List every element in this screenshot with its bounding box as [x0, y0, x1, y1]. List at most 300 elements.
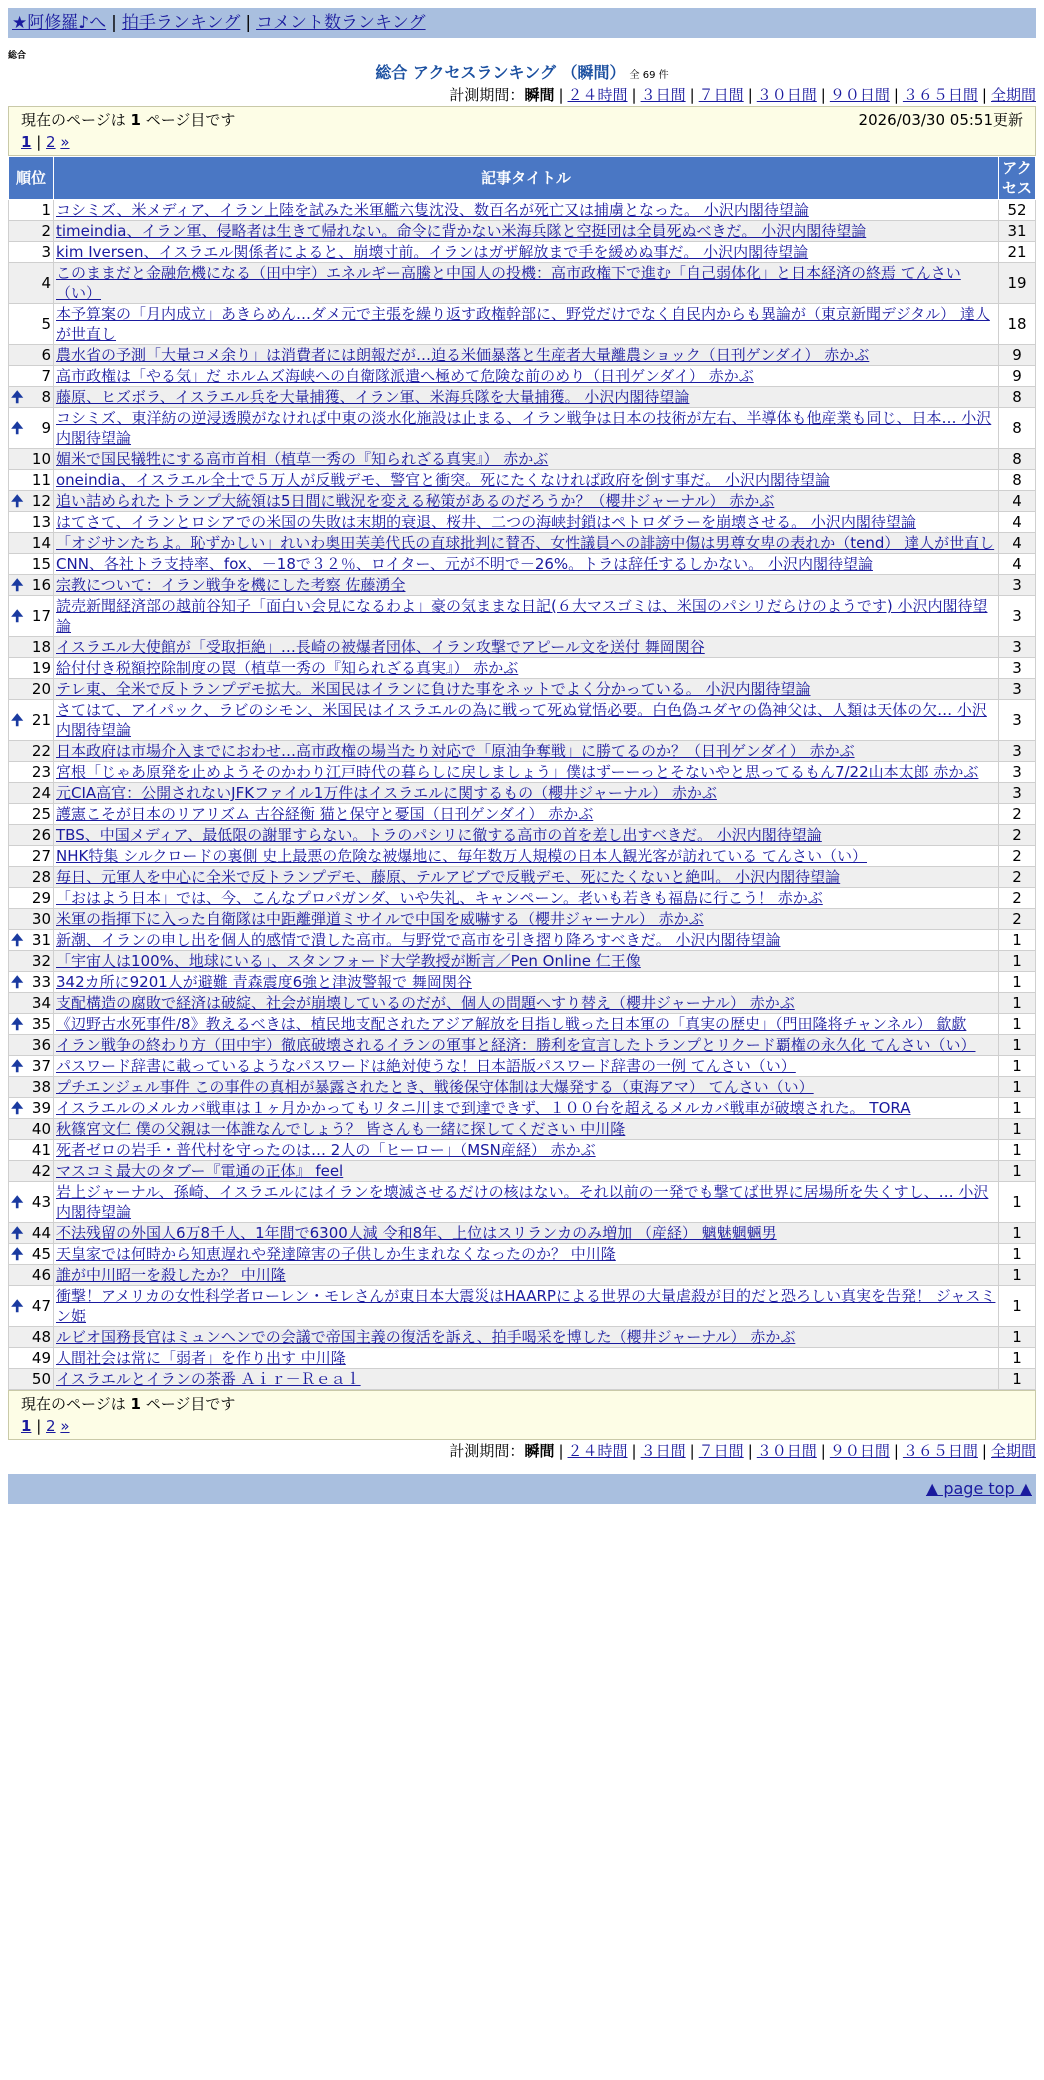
rank-cell — [9, 575, 54, 596]
title-cell — [54, 972, 999, 993]
rank-cell — [9, 200, 54, 221]
rank-number: 35 — [31, 1015, 51, 1033]
rank-number: 28 — [31, 868, 51, 886]
period-label: 計測期間： — [449, 1442, 525, 1460]
rank-number: 29 — [31, 889, 51, 907]
table-row — [9, 1286, 1036, 1327]
table-row — [9, 1182, 1036, 1223]
rank-number: 10 — [31, 450, 51, 468]
article-title-link[interactable]: 読売新聞経済部の越前谷知子「面白い会見になるわよ」豪の気ままな日記(６大マスゴミは、米国のパシリだらけのようです) 小沢内閣待望論 — [56, 597, 988, 635]
title-cell — [54, 1265, 999, 1286]
access-count: 8 — [999, 408, 1036, 449]
article-title-link[interactable]: 高市政権は「やる気」だ ホルムズ海峡への自衛隊派遣へ極めて危険な前のめり（日刊ゲンダイ） 赤かぶ — [56, 367, 754, 385]
title-cell — [54, 846, 999, 867]
period-option-link[interactable]: ９０日間 — [829, 1442, 890, 1460]
period-option-link[interactable]: 全期間 — [990, 86, 1036, 104]
next-page-link[interactable]: » — [60, 133, 70, 151]
period-option-link[interactable]: ３日間 — [640, 86, 686, 104]
access-count: 1 — [999, 1056, 1036, 1077]
title-cell — [54, 533, 999, 554]
article-title-link[interactable]: 農水省の予測「大量コメ余り」は消費者には朗報だが…迫る米価暴落と生産者大量離農ショック（日刊ゲンダイ） 赤かぶ — [56, 346, 870, 364]
pager-bottom: 1 | 2 » — [21, 1417, 70, 1435]
title-cell — [54, 200, 999, 221]
access-count: 4 — [999, 512, 1036, 533]
table-row — [9, 930, 1036, 951]
rank-number: 43 — [31, 1193, 51, 1211]
article-title-link[interactable]: 日本政府は市場介入までにおわせ…高市政権の場当たり対応で「原油争奪戦」に勝てるのか？（日刊ゲンダイ） 赤かぶ — [56, 742, 855, 760]
title-cell — [54, 491, 999, 512]
page-1-link[interactable]: 1 — [21, 1417, 32, 1435]
ranking-body — [9, 200, 1036, 1390]
rank-number: 16 — [31, 576, 51, 594]
period-separator: | — [893, 1442, 899, 1460]
rank-cell — [9, 263, 54, 304]
article-title-link[interactable]: コシミズ、東洋紡の逆浸透膜がなければ中東の淡水化施設は止まる、イラン戦争は日本の技術が左右、半導体も他産業も同じ、日本… 小沢内閣待望論 — [56, 409, 992, 447]
access-count: 1 — [999, 1014, 1036, 1035]
rank-number: 32 — [31, 952, 51, 970]
title-cell — [54, 221, 999, 242]
table-row — [9, 951, 1036, 972]
title-cell — [54, 825, 999, 846]
period-separator: | — [558, 86, 564, 104]
table-row — [9, 533, 1036, 554]
period-option-link[interactable]: ２４時間 — [567, 86, 628, 104]
up-arrow-icon: 🠉 — [11, 711, 24, 729]
table-row — [9, 762, 1036, 783]
rank-cell — [9, 512, 54, 533]
title-cell — [54, 345, 999, 366]
rank-number: 14 — [31, 534, 51, 552]
rank-number: 37 — [31, 1057, 51, 1075]
period-option-link[interactable]: 全期間 — [990, 1442, 1036, 1460]
access-count: 31 — [999, 221, 1036, 242]
title-cell — [54, 304, 999, 345]
article-title-link[interactable]: 宮根「じゃあ原発を止めようそのかわり江戸時代の暮らしに戻しましょう」僕はずーーっとそないやと思ってるもん7/22山本太郎 赤かぶ — [56, 763, 979, 781]
rank-number: 23 — [31, 763, 51, 781]
title-cell — [54, 366, 999, 387]
rank-number: 3 — [41, 243, 51, 261]
access-count: 3 — [999, 658, 1036, 679]
access-count: 2 — [999, 804, 1036, 825]
home-link[interactable]: ★阿修羅♪へ — [12, 13, 107, 33]
article-title-link[interactable]: 支配構造の腐敗で経済は破綻、社会が崩壊しているのだが、個人の問題へすり替え（櫻井ジャーナル） 赤かぶ — [56, 994, 795, 1012]
rank-number: 34 — [31, 994, 51, 1012]
rank-number: 9 — [41, 419, 51, 437]
title-cell — [54, 679, 999, 700]
article-title-link[interactable]: イスラエルのメルカバ戦車は１ヶ月かかってもリタニ川まで到達できず、１００台を超えるメルカバ戦車が破壊された。 TORA — [56, 1099, 911, 1117]
title-cell — [54, 554, 999, 575]
rank-number: 11 — [31, 471, 51, 489]
table-row — [9, 1265, 1036, 1286]
access-count: 3 — [999, 783, 1036, 804]
article-title-link[interactable]: イスラエルとイランの茶番 Ａｉｒ－Ｒｅａｌ — [56, 1370, 361, 1388]
up-arrow-icon: 🠉 — [11, 1224, 24, 1242]
title-cell — [54, 741, 999, 762]
title-cell — [54, 387, 999, 408]
title-header: 記事タイトル — [54, 157, 999, 200]
title-cell — [54, 1161, 999, 1182]
period-option-link[interactable]: ３０日間 — [756, 1442, 817, 1460]
article-title-link[interactable]: 護憲こそが日本のリアリズム 古谷経衡 猫と保守と憂国（日刊ゲンダイ） 赤かぶ — [56, 805, 594, 823]
period-label: 計測期間： — [449, 86, 525, 104]
rank-cell — [9, 387, 54, 408]
title-cell — [54, 700, 999, 741]
rank-cell — [9, 1223, 54, 1244]
rank-cell — [9, 1098, 54, 1119]
article-title-link[interactable]: 「宇宙人は100%、地球にいる」、スタンフォード大学教授が断言／Pen Online 仁王像 — [56, 952, 641, 970]
access-count: 9 — [999, 345, 1036, 366]
table-row — [9, 387, 1036, 408]
title-cell — [54, 1348, 999, 1369]
table-row — [9, 263, 1036, 304]
period-option-link[interactable]: ３日間 — [640, 1442, 686, 1460]
rank-number: 19 — [31, 659, 51, 677]
table-row — [9, 909, 1036, 930]
up-arrow-icon: 🠉 — [11, 419, 24, 437]
rank-cell — [9, 825, 54, 846]
rank-cell — [9, 846, 54, 867]
title-cell — [54, 449, 999, 470]
title-cell — [54, 1035, 999, 1056]
rank-cell — [9, 1348, 54, 1369]
up-arrow-icon: 🠉 — [11, 973, 24, 991]
title-cell — [54, 867, 999, 888]
rank-cell — [9, 930, 54, 951]
rank-number: 12 — [31, 492, 51, 510]
period-option-link[interactable]: ３０日間 — [756, 86, 817, 104]
article-title-link[interactable]: 媚米で国民犠牲にする高市首相（植草一秀の『知られざる真実』） 赤かぶ — [56, 450, 549, 468]
rank-cell — [9, 1119, 54, 1140]
top-navigation — [8, 8, 1036, 38]
article-title-link[interactable]: 岩上ジャーナル、孫崎、イスラエルにはイランを壊滅させるだけの核はない。それ以前の一発でも撃てば世界に居場所を失くすし、… 小沢内閣待望論 — [56, 1183, 989, 1221]
article-title-link[interactable]: 「おはよう日本」では、今、こんなプロパガンダ、いや失礼、キャンペーン。老いも若きも福島に行こう！ 赤かぶ — [56, 889, 823, 907]
rank-cell — [9, 408, 54, 449]
title-cell — [54, 1286, 999, 1327]
rank-cell — [9, 741, 54, 762]
article-title-link[interactable]: kim Iversen、イスラエル関係者によると、崩壊寸前。イランはガザ解放まで手を緩めぬ事だ。 小沢内閣待望論 — [56, 243, 809, 261]
table-row — [9, 1369, 1036, 1390]
rank-cell — [9, 804, 54, 825]
table-row — [9, 700, 1036, 741]
rank-number: 8 — [41, 388, 51, 406]
article-title-link[interactable]: 本予算案の「月内成立」あきらめん…ダメ元で主張を繰り返す政権幹部に、野党だけでなく自民内からも異論が（東京新聞デジタル） 達人が世直し — [56, 305, 990, 343]
up-arrow-icon: 🠉 — [11, 1099, 24, 1117]
rank-number: 18 — [31, 638, 51, 656]
table-row — [9, 1119, 1036, 1140]
rank-number: 24 — [31, 784, 51, 802]
rank-number: 36 — [31, 1036, 51, 1054]
access-count: 2 — [999, 867, 1036, 888]
rank-cell — [9, 951, 54, 972]
access-count: 3 — [999, 637, 1036, 658]
page-info-top — [8, 106, 1036, 156]
period-separator: | — [747, 1442, 753, 1460]
period-selector-bottom — [8, 1440, 1036, 1462]
rank-number: 26 — [31, 826, 51, 844]
article-title-link[interactable]: 元CIA高官：公開されないJFKファイル1万件はイスラエルに関するもの（櫻井ジャーナル） 赤かぶ — [56, 784, 717, 802]
table-row — [9, 658, 1036, 679]
period-option-link[interactable]: ９０日間 — [829, 86, 890, 104]
rank-cell — [9, 637, 54, 658]
article-title-link[interactable]: 藤原、ヒズボラ、イスラエル兵を大量捕獲、イラン軍、米海兵隊を大量捕獲。 小沢内閣待望論 — [56, 388, 690, 406]
period-option-link[interactable]: ３６５日間 — [902, 86, 978, 104]
rank-number: 41 — [31, 1141, 51, 1159]
rank-number: 42 — [31, 1162, 51, 1180]
article-title-link[interactable]: マスコミ最大のタブー『電通の正体』 feel — [56, 1162, 344, 1180]
table-row — [9, 408, 1036, 449]
title-cell — [54, 1182, 999, 1223]
access-count: 1 — [999, 1286, 1036, 1327]
ranking-title: 総合 アクセスランキング （瞬間） — [375, 63, 626, 82]
access-count: 1 — [999, 1223, 1036, 1244]
article-title-link[interactable]: NHK特集 シルクロードの裏側 史上最悪の危険な被爆地に、毎年数万人規模の日本人観光客が訪れている てんさい（い） — [56, 847, 867, 865]
access-count: 21 — [999, 242, 1036, 263]
rank-number: 31 — [31, 931, 51, 949]
article-title-link[interactable]: 追い詰められたトランプ大統領は5日間に戦況を変える秘策があるのだろうか？（櫻井ジャーナル） 赤かぶ — [56, 492, 775, 510]
title-cell — [54, 408, 999, 449]
rank-number: 4 — [41, 274, 51, 292]
article-title-link[interactable]: パスワード辞書に載っているようなパスワードは絶対使うな！日本語版パスワード辞書の一例 てんさい（い） — [56, 1057, 796, 1075]
period-current: 瞬間 — [524, 1442, 555, 1460]
rank-cell — [9, 1056, 54, 1077]
article-title-link[interactable]: timeindia、イラン軍、侵略者は生きて帰れない。命令に背かない米海兵隊と空挺団は全員死ぬべきだ。 小沢内閣待望論 — [56, 222, 867, 240]
nav-separator: | — [245, 13, 252, 33]
access-count: 3 — [999, 741, 1036, 762]
article-title-link[interactable]: テレ東、全米で反トランプデモ拡大。米国民はイランに負けた事をネットでよく分かっている。 小沢内閣待望論 — [56, 680, 811, 698]
title-cell — [54, 909, 999, 930]
rank-cell — [9, 783, 54, 804]
access-count: 1 — [999, 972, 1036, 993]
period-separator: | — [631, 86, 637, 104]
footer-bar — [8, 1474, 1036, 1504]
rank-number: 45 — [31, 1245, 51, 1263]
table-row — [9, 867, 1036, 888]
article-title-link[interactable]: 342カ所に9201人が避難 青森震度6強と津波警報で 舞岡関谷 — [56, 973, 472, 991]
access-count: 8 — [999, 449, 1036, 470]
rank-number: 27 — [31, 847, 51, 865]
rank-number: 40 — [31, 1120, 51, 1138]
rank-number: 46 — [31, 1266, 51, 1284]
access-count: 1 — [999, 1140, 1036, 1161]
table-row — [9, 1014, 1036, 1035]
access-count: 1 — [999, 930, 1036, 951]
access-count: 3 — [999, 762, 1036, 783]
title-cell — [54, 930, 999, 951]
period-separator: | — [689, 86, 695, 104]
page-2-link[interactable]: 2 — [46, 1417, 56, 1435]
article-title-link[interactable]: 宗教について：イラン戦争を機にした考察 佐藤湧全 — [56, 576, 406, 594]
article-title-link[interactable]: さてはて、アイパック、ラビのシモン、米国民はイスラエルの為に戦って死ぬ覚悟必要。白色偽ユダヤの偽神父は、人類は天体の欠… 小沢内閣待望論 — [56, 701, 987, 739]
up-arrow-icon: 🠉 — [11, 1193, 24, 1211]
period-current: 瞬間 — [524, 86, 555, 104]
access-count: 18 — [999, 304, 1036, 345]
rank-cell — [9, 1140, 54, 1161]
table-row — [9, 783, 1036, 804]
rank-number: 48 — [31, 1328, 51, 1346]
article-title-link[interactable]: oneindia、イスラエル全土で５万人が反戦デモ、警官と衝突。死にたくなければ政府を倒す事だ。 小沢内閣待望論 — [56, 471, 830, 489]
article-title-link[interactable]: イラン戦争の終わり方（田中宇）徹底破壊されるイランの軍事と経済：勝利を宣言したトランプとリクード覇権の永久化 てんさい（い） — [56, 1036, 976, 1054]
article-title-link[interactable]: 死者ゼロの岩手・普代村を守ったのは… 2人の「ヒーロー」（MSN産経） 赤かぶ — [56, 1141, 596, 1159]
period-option-link[interactable]: ２４時間 — [567, 1442, 628, 1460]
table-row — [9, 512, 1036, 533]
rank-number: 44 — [31, 1224, 51, 1242]
table-row — [9, 1327, 1036, 1348]
up-arrow-icon: 🠉 — [11, 576, 24, 594]
up-arrow-icon: 🠉 — [11, 388, 24, 406]
rank-cell — [9, 679, 54, 700]
table-row — [9, 1056, 1036, 1077]
title-cell — [54, 512, 999, 533]
article-title-link[interactable]: 秋篠宮文仁 僕の父親は一体誰なんでしょう？ 皆さんも一緒に探してください 中川隆 — [56, 1120, 626, 1138]
table-header-row — [9, 157, 1036, 200]
access-header: アクセス — [999, 157, 1036, 200]
article-title-link[interactable]: 新潮、イランの申し出を個人的感情で潰した高市。与野党で高市を引き摺り降ろすべきだ。 小沢内閣待望論 — [56, 931, 781, 949]
updated-timestamp: 2026/03/30 05:51更新 — [858, 111, 1023, 129]
rank-cell — [9, 888, 54, 909]
rank-cell — [9, 1035, 54, 1056]
access-count: 3 — [999, 700, 1036, 741]
article-title-link[interactable]: 毎日、元軍人を中心に全米で反トランプデモ、藤原、テルアビブで反戦デモ、死にたくないと絶叫。 小沢内閣待望論 — [56, 868, 841, 886]
access-count: 2 — [999, 825, 1036, 846]
rank-cell — [9, 470, 54, 491]
up-arrow-icon: 🠉 — [11, 1245, 24, 1263]
article-title-link[interactable]: 人間社会は常に「弱者」を作り出す 中川隆 — [56, 1349, 346, 1367]
rank-cell — [9, 533, 54, 554]
rank-number: 50 — [31, 1370, 51, 1388]
article-title-link[interactable]: 給付付き税額控除制度の罠（植草一秀の『知られざる真実』） 赤かぶ — [56, 659, 519, 677]
rank-cell — [9, 1182, 54, 1223]
table-row — [9, 470, 1036, 491]
access-count: 1 — [999, 993, 1036, 1014]
table-row — [9, 200, 1036, 221]
rank-number: 6 — [41, 346, 51, 364]
rank-cell — [9, 1369, 54, 1390]
rank-number: 13 — [31, 513, 51, 531]
article-title-link[interactable]: イスラエル大使館が「受取拒絶」…長崎の被爆者団体、イラン攻撃でアピール文を送付 舞岡関谷 — [56, 638, 705, 656]
table-row — [9, 1077, 1036, 1098]
period-separator: | — [558, 1442, 564, 1460]
category-label: 総合 — [8, 51, 27, 61]
ranking-table — [8, 156, 1036, 1390]
access-count: 1 — [999, 1265, 1036, 1286]
rank-cell — [9, 972, 54, 993]
access-count: 2 — [999, 846, 1036, 867]
rank-cell — [9, 449, 54, 470]
table-row — [9, 449, 1036, 470]
period-separator: | — [893, 86, 899, 104]
access-count: 1 — [999, 1348, 1036, 1369]
rank-number: 1 — [41, 201, 51, 219]
period-option-link[interactable]: ７日間 — [698, 86, 744, 104]
article-title-link[interactable]: コシミズ、米メディア、イラン上陸を試みた米軍艦六隻沈没、数百名が死亡又は捕虜となった。 小沢内閣待望論 — [56, 201, 809, 219]
access-count: 52 — [999, 200, 1036, 221]
rank-cell — [9, 345, 54, 366]
access-count: 9 — [999, 366, 1036, 387]
title-cell — [54, 1119, 999, 1140]
article-title-link[interactable]: 「オジサンたちよ。恥ずかしい」れいわ奥田芙美代氏の直球批判に賛否、女性議員への誹謗中傷は男尊女卑の表れか（tend） 達人が世直し — [56, 534, 995, 552]
rank-number: 39 — [31, 1099, 51, 1117]
article-title-link[interactable]: プチエンジェル事件 この事件の真相が暴露されたとき、戦後保守体制は大爆発する（東海アマ） てんさい（い） — [56, 1078, 814, 1096]
rank-cell — [9, 1265, 54, 1286]
table-row — [9, 575, 1036, 596]
rank-header: 順位 — [9, 157, 54, 200]
rank-cell — [9, 1244, 54, 1265]
up-arrow-icon: 🠉 — [11, 607, 24, 625]
table-row — [9, 1098, 1036, 1119]
article-title-link[interactable]: 《辺野古水死事件/8》教えるべきは、植民地支配されたアジア解放を目指し戦った日本軍の「真実の歴史」（門田隆将チャンネル） 歙歔 — [56, 1015, 967, 1033]
title-cell — [54, 1014, 999, 1035]
article-title-link[interactable]: 誰が中川昭一を殺したか？ 中川隆 — [56, 1266, 286, 1284]
table-row — [9, 242, 1036, 263]
period-separator: | — [981, 86, 987, 104]
title-cell — [54, 1244, 999, 1265]
comment-ranking-link[interactable]: コメント数ランキング — [256, 13, 426, 33]
rank-number: 5 — [41, 315, 51, 333]
rank-number: 17 — [31, 607, 51, 625]
up-arrow-icon: 🠉 — [11, 1015, 24, 1033]
page-2-link[interactable]: 2 — [46, 133, 56, 151]
page-info-bottom — [8, 1390, 1036, 1440]
access-count: 3 — [999, 596, 1036, 637]
article-title-link[interactable]: TBS、中国メディア、最低限の謝罪すらない。トラのパシリに徹する高市の首を差し出すべきだ。 小沢内閣待望論 — [56, 826, 822, 844]
article-title-link[interactable]: 不法残留の外国人6万8千人、1年間で6300人減 令和8年、上位はスリランカのみ増加 （産経） 魑魅魍魎男 — [56, 1224, 777, 1242]
article-title-link[interactable]: 天皇家では何時から知恵遅れや発達障害の子供しか生まれなくなったのか？ 中川隆 — [56, 1245, 616, 1263]
next-page-link[interactable]: » — [60, 1417, 70, 1435]
rank-cell — [9, 554, 54, 575]
table-row — [9, 993, 1036, 1014]
article-title-link[interactable]: 米軍の指揮下に入った自衛隊は中距離弾道ミサイルで中国を威嚇する（櫻井ジャーナル） 赤かぶ — [56, 910, 704, 928]
rank-number: 25 — [31, 805, 51, 823]
access-count: 1 — [999, 1161, 1036, 1182]
up-arrow-icon: 🠉 — [11, 1297, 24, 1315]
up-arrow-icon: 🠉 — [11, 931, 24, 949]
title-cell — [54, 1098, 999, 1119]
table-row — [9, 1244, 1036, 1265]
title-cell — [54, 242, 999, 263]
table-row — [9, 825, 1036, 846]
article-title-link[interactable]: はてさて、イランとロシアでの米国の失敗は末期的衰退、桜井、二つの海峡封鎖はペトロダラーを崩壊させる。 小沢内閣待望論 — [56, 513, 916, 531]
access-count: 3 — [999, 679, 1036, 700]
table-row — [9, 1223, 1036, 1244]
rank-cell — [9, 596, 54, 637]
title-cell — [54, 263, 999, 304]
table-row — [9, 804, 1036, 825]
nav-separator: | — [111, 13, 117, 33]
table-row — [9, 679, 1036, 700]
page-1-link[interactable]: 1 — [21, 133, 32, 151]
period-option-link[interactable]: ３６５日間 — [902, 1442, 978, 1460]
applause-ranking-link[interactable]: 拍手ランキング — [121, 13, 241, 33]
page-top-link[interactable]: ▲ page top ▲ — [925, 1479, 1032, 1498]
period-separator: | — [981, 1442, 987, 1460]
table-row — [9, 221, 1036, 242]
up-arrow-icon: 🠉 — [11, 1057, 24, 1075]
article-title-link[interactable]: ルビオ国務長官はミュンヘンでの会議で帝国主義の復活を訴え、拍手喝采を博した（櫻井ジャーナル） 赤かぶ — [56, 1328, 796, 1346]
access-count: 1 — [999, 1244, 1036, 1265]
access-count: 8 — [999, 387, 1036, 408]
title-cell — [54, 1223, 999, 1244]
rank-cell — [9, 242, 54, 263]
access-count: 3 — [999, 575, 1036, 596]
access-count: 1 — [999, 1327, 1036, 1348]
article-title-link[interactable]: 衝撃！アメリカの女性科学者ローレン・モレさんが東日本大震災はHAARPによる世界の大量虐殺が目的だと恐ろしい真実を告発！ ジャスミン姫 — [56, 1287, 996, 1325]
article-title-link[interactable]: CNN、各社トラ支持率、fox、－18で３２％、ロイター、元が不明で－26%。トラは辞任するしかない。 小沢内閣待望論 — [56, 555, 873, 573]
period-option-link[interactable]: ７日間 — [698, 1442, 744, 1460]
rank-number: 49 — [31, 1349, 51, 1367]
access-count: 1 — [999, 1077, 1036, 1098]
article-title-link[interactable]: このままだと金融危機になる（田中宇）エネルギー高騰と中国人の投機：高市政権下で進む「自己弱体化」と日本経済の終焉 てんさい（い） — [56, 264, 961, 302]
rank-cell — [9, 1327, 54, 1348]
